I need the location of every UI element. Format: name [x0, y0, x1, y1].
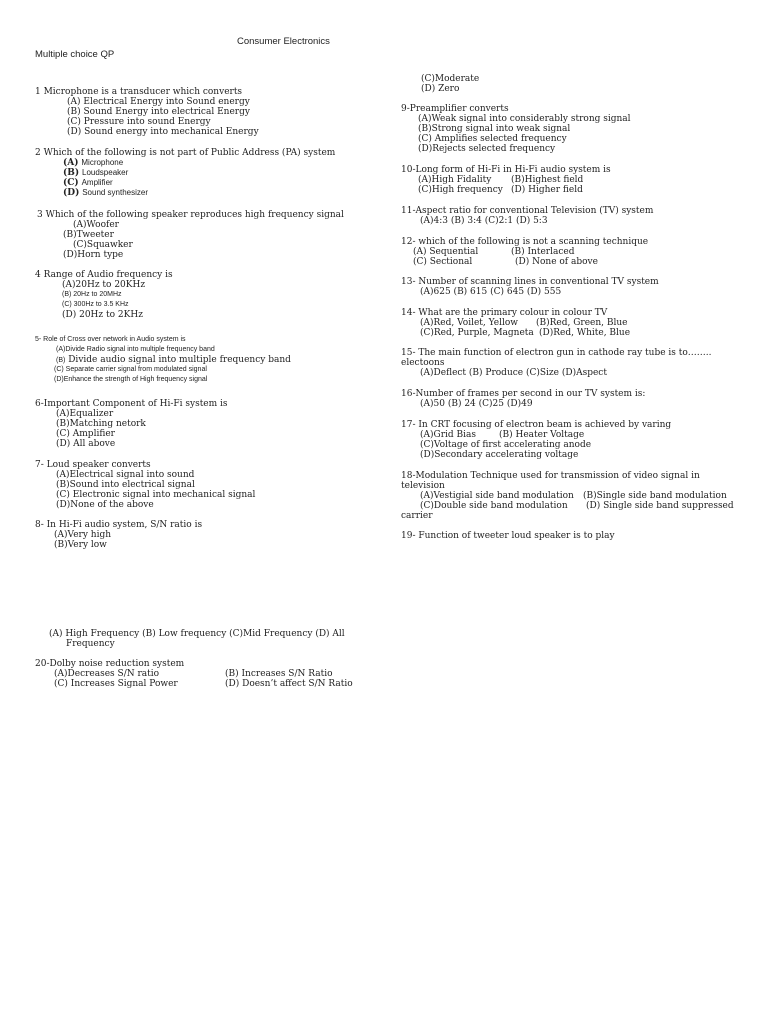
page-subtitle: Multiple choice QP [35, 49, 115, 60]
option-row [401, 257, 648, 267]
option: (C) Pressure into sound Energy [67, 117, 211, 127]
question-19 [401, 531, 615, 541]
question-14 [401, 308, 631, 338]
question-stem: 20-Dolby noise reduction system [35, 659, 185, 669]
option: (B)Strong signal into weak signal [418, 124, 571, 134]
option-continuation: carrier [401, 511, 433, 521]
option-row [401, 328, 631, 338]
question-10 [401, 165, 611, 195]
option: (A)Divide Radio signal into multiple frequency band [56, 346, 215, 353]
option: (C) Amplifies selected frequency [418, 134, 567, 144]
option: (C)Red, Purple, Magneta [420, 328, 534, 338]
question-stem: 2 Which of the following is not part of Public Address (PA) system [35, 148, 336, 158]
question-11 [401, 206, 653, 226]
option: (B)Highest field [511, 175, 584, 185]
question-stem: 13- Number of scanning lines in conventional TV system [401, 277, 659, 287]
option: (C)Voltage of first accelerating anode [420, 440, 592, 450]
question-stem: 4 Range of Audio frequency is [35, 270, 173, 280]
option-row [401, 318, 628, 328]
option: (B)Single side band modulation [583, 491, 727, 501]
option: (D) Sound energy into mechanical Energy [67, 127, 259, 137]
question-stem-continued: electoons [401, 358, 445, 368]
option [35, 355, 291, 365]
question-17 [401, 420, 671, 460]
option: (A)Equalizer [56, 409, 114, 419]
option: (C)High frequency [418, 185, 503, 195]
option-letter: (A) [63, 158, 79, 168]
question-stem: 11-Aspect ratio for conventional Television (TV) system [401, 206, 654, 216]
option: (C)Double side band modulation [420, 501, 568, 511]
question-4 [35, 270, 173, 320]
option: (B)Red, Green, Blue [536, 318, 628, 328]
question-stem: 12- which of the following is not a scanning technique [401, 237, 649, 247]
option: (A)Vestigial side band modulation [420, 491, 574, 501]
option-row: (A)50 (B) 24 (C)25 (D)49 [420, 399, 533, 409]
option: (B) Increases S/N Ratio [225, 669, 333, 679]
option-letter: (C) [63, 178, 79, 188]
question-19-options [49, 629, 345, 649]
option: (A)Very high [54, 530, 112, 540]
option: (D)Enhance the strength of High frequency signal [54, 376, 208, 383]
question-stem: 5- Role of Cross over network in Audio system is [35, 336, 186, 343]
option-row: (A)Deflect (B) Produce (C)Size (D)Aspect [420, 368, 607, 378]
option: (B) 20Hz to 20MHz [62, 291, 122, 298]
page-title: Consumer Electronics [237, 36, 330, 47]
question-18 [401, 471, 734, 521]
question-stem: 3 Which of the following speaker reproduces high frequency signal [37, 210, 344, 220]
question-stem: 1 Microphone is a transducer which converts [35, 87, 243, 97]
option: (B) Heater Voltage [499, 430, 585, 440]
option: (C) Electronic signal into mechanical signal [56, 490, 256, 500]
option: (B) Sound Energy into electrical Energy [67, 107, 250, 117]
question-16 [401, 389, 645, 409]
option-letter: (B) [63, 168, 80, 178]
question-stem: 16-Number of frames per second in our TV system is: [401, 389, 646, 399]
question-8-continued [421, 74, 479, 94]
question-13 [401, 277, 659, 297]
option: (C) Sectional [413, 257, 473, 267]
option: (D)Horn type [63, 250, 124, 260]
option: (B)Very low [54, 540, 107, 550]
option-row [401, 430, 671, 440]
option: (D)Secondary accelerating voltage [420, 450, 579, 460]
option: (C) Amplifier [56, 429, 115, 439]
option: (C) 300Hz to 3.5 KHz [62, 301, 129, 308]
question-3 [37, 210, 344, 260]
option: (A)Red, Voilet, Yellow [420, 318, 518, 328]
question-stem: 7- Loud speaker converts [35, 460, 151, 470]
question-stem: 18-Modulation Technique used for transmission of video signal in [401, 471, 700, 481]
option-row: (A)625 (B) 615 (C) 645 (D) 555 [420, 287, 562, 297]
option: (D) All above [56, 439, 116, 449]
option: (D) Doesn’t affect S/N Ratio [225, 679, 353, 689]
option: (D) Higher field [511, 185, 583, 195]
question-stem: 9-Preamplifier converts [401, 104, 509, 114]
option-text: Loudspeaker [82, 168, 129, 177]
option-row [35, 669, 333, 679]
option-row: (A) High Frequency (B) Low frequency (C)Mid Frequency (D) All [49, 629, 345, 639]
question-stem: 14- What are the primary colour in colour TV [401, 308, 608, 318]
question-2 [35, 148, 335, 198]
option: (A)20Hz to 20KHz [62, 280, 146, 290]
option: (B)Matching netork [56, 419, 146, 429]
option: (D)None of the above [56, 500, 154, 510]
option-text: Amplifier [81, 178, 113, 187]
option: (A)Woofer [73, 220, 119, 230]
option-text: Microphone [81, 158, 124, 167]
option-letter: (D) [63, 188, 80, 198]
option-row [401, 175, 611, 185]
option: (A)Decreases S/N ratio [54, 669, 160, 679]
option: (A) Sequential [413, 247, 479, 257]
option-text: Divide audio signal into multiple frequency band [68, 355, 291, 365]
option [35, 178, 335, 188]
question-5 [35, 335, 291, 385]
option: (D)Rejects selected frequency [418, 144, 556, 154]
question-8 [35, 520, 202, 550]
option: (D) Single side band suppressed [586, 501, 734, 511]
option-continuation: Frequency [66, 639, 115, 649]
option-row [401, 491, 727, 501]
option: (D) 20Hz to 2KHz [62, 310, 143, 320]
option [35, 158, 335, 168]
option: (A) Electrical Energy into Sound energy [67, 97, 250, 107]
question-6 [35, 399, 228, 449]
question-stem: 15- The main function of electron gun in cathode ray tube is to…….. [401, 348, 712, 358]
option-row: (A)4:3 (B) 3:4 (C)2:1 (D) 5:3 [420, 216, 548, 226]
question-stem: 6-Important Component of Hi-Fi system is [35, 399, 228, 409]
question-12 [401, 237, 648, 267]
question-stem-continued: television [401, 481, 445, 491]
question-9 [401, 104, 631, 154]
option: (A)High Fidality [418, 175, 492, 185]
question-stem: 10-Long form of Hi-Fi in Hi-Fi audio system is [401, 165, 611, 175]
option: (D) None of above [515, 257, 598, 267]
option-row [35, 679, 353, 689]
option [35, 168, 335, 178]
question-15 [401, 348, 712, 378]
option: (C) Increases Signal Power [54, 679, 178, 689]
option: (B)Sound into electrical signal [56, 480, 195, 490]
option: (A)Electrical signal into sound [56, 470, 195, 480]
question-stem: 17- In CRT focusing of electron beam is achieved by varing [401, 420, 672, 430]
option: (B) Interlaced [511, 247, 575, 257]
option-row [401, 501, 734, 511]
option-row [401, 247, 648, 257]
option: (D) Zero [421, 84, 460, 94]
question-20 [35, 659, 353, 689]
question-7 [35, 460, 255, 510]
option: (A)Grid Bias [420, 430, 476, 440]
option: (D)Red, White, Blue [539, 328, 631, 338]
option: (C) Separate carrier signal from modulated signal [54, 366, 207, 373]
option: (B)Tweeter [63, 230, 114, 240]
option: (C)Moderate [421, 74, 480, 84]
option [35, 188, 335, 198]
question-stem: 8- In Hi-Fi audio system, S/N ratio is [35, 520, 203, 530]
option-letter: (B) [56, 357, 66, 364]
option: (C)Squawker [73, 240, 133, 250]
question-stem: 19- Function of tweeter loud speaker is to play [401, 531, 615, 541]
option-row [401, 185, 611, 195]
option-text: Sound synthesizer [82, 188, 149, 197]
question-1 [35, 87, 259, 137]
option: (A)Weak signal into considerably strong signal [418, 114, 631, 124]
